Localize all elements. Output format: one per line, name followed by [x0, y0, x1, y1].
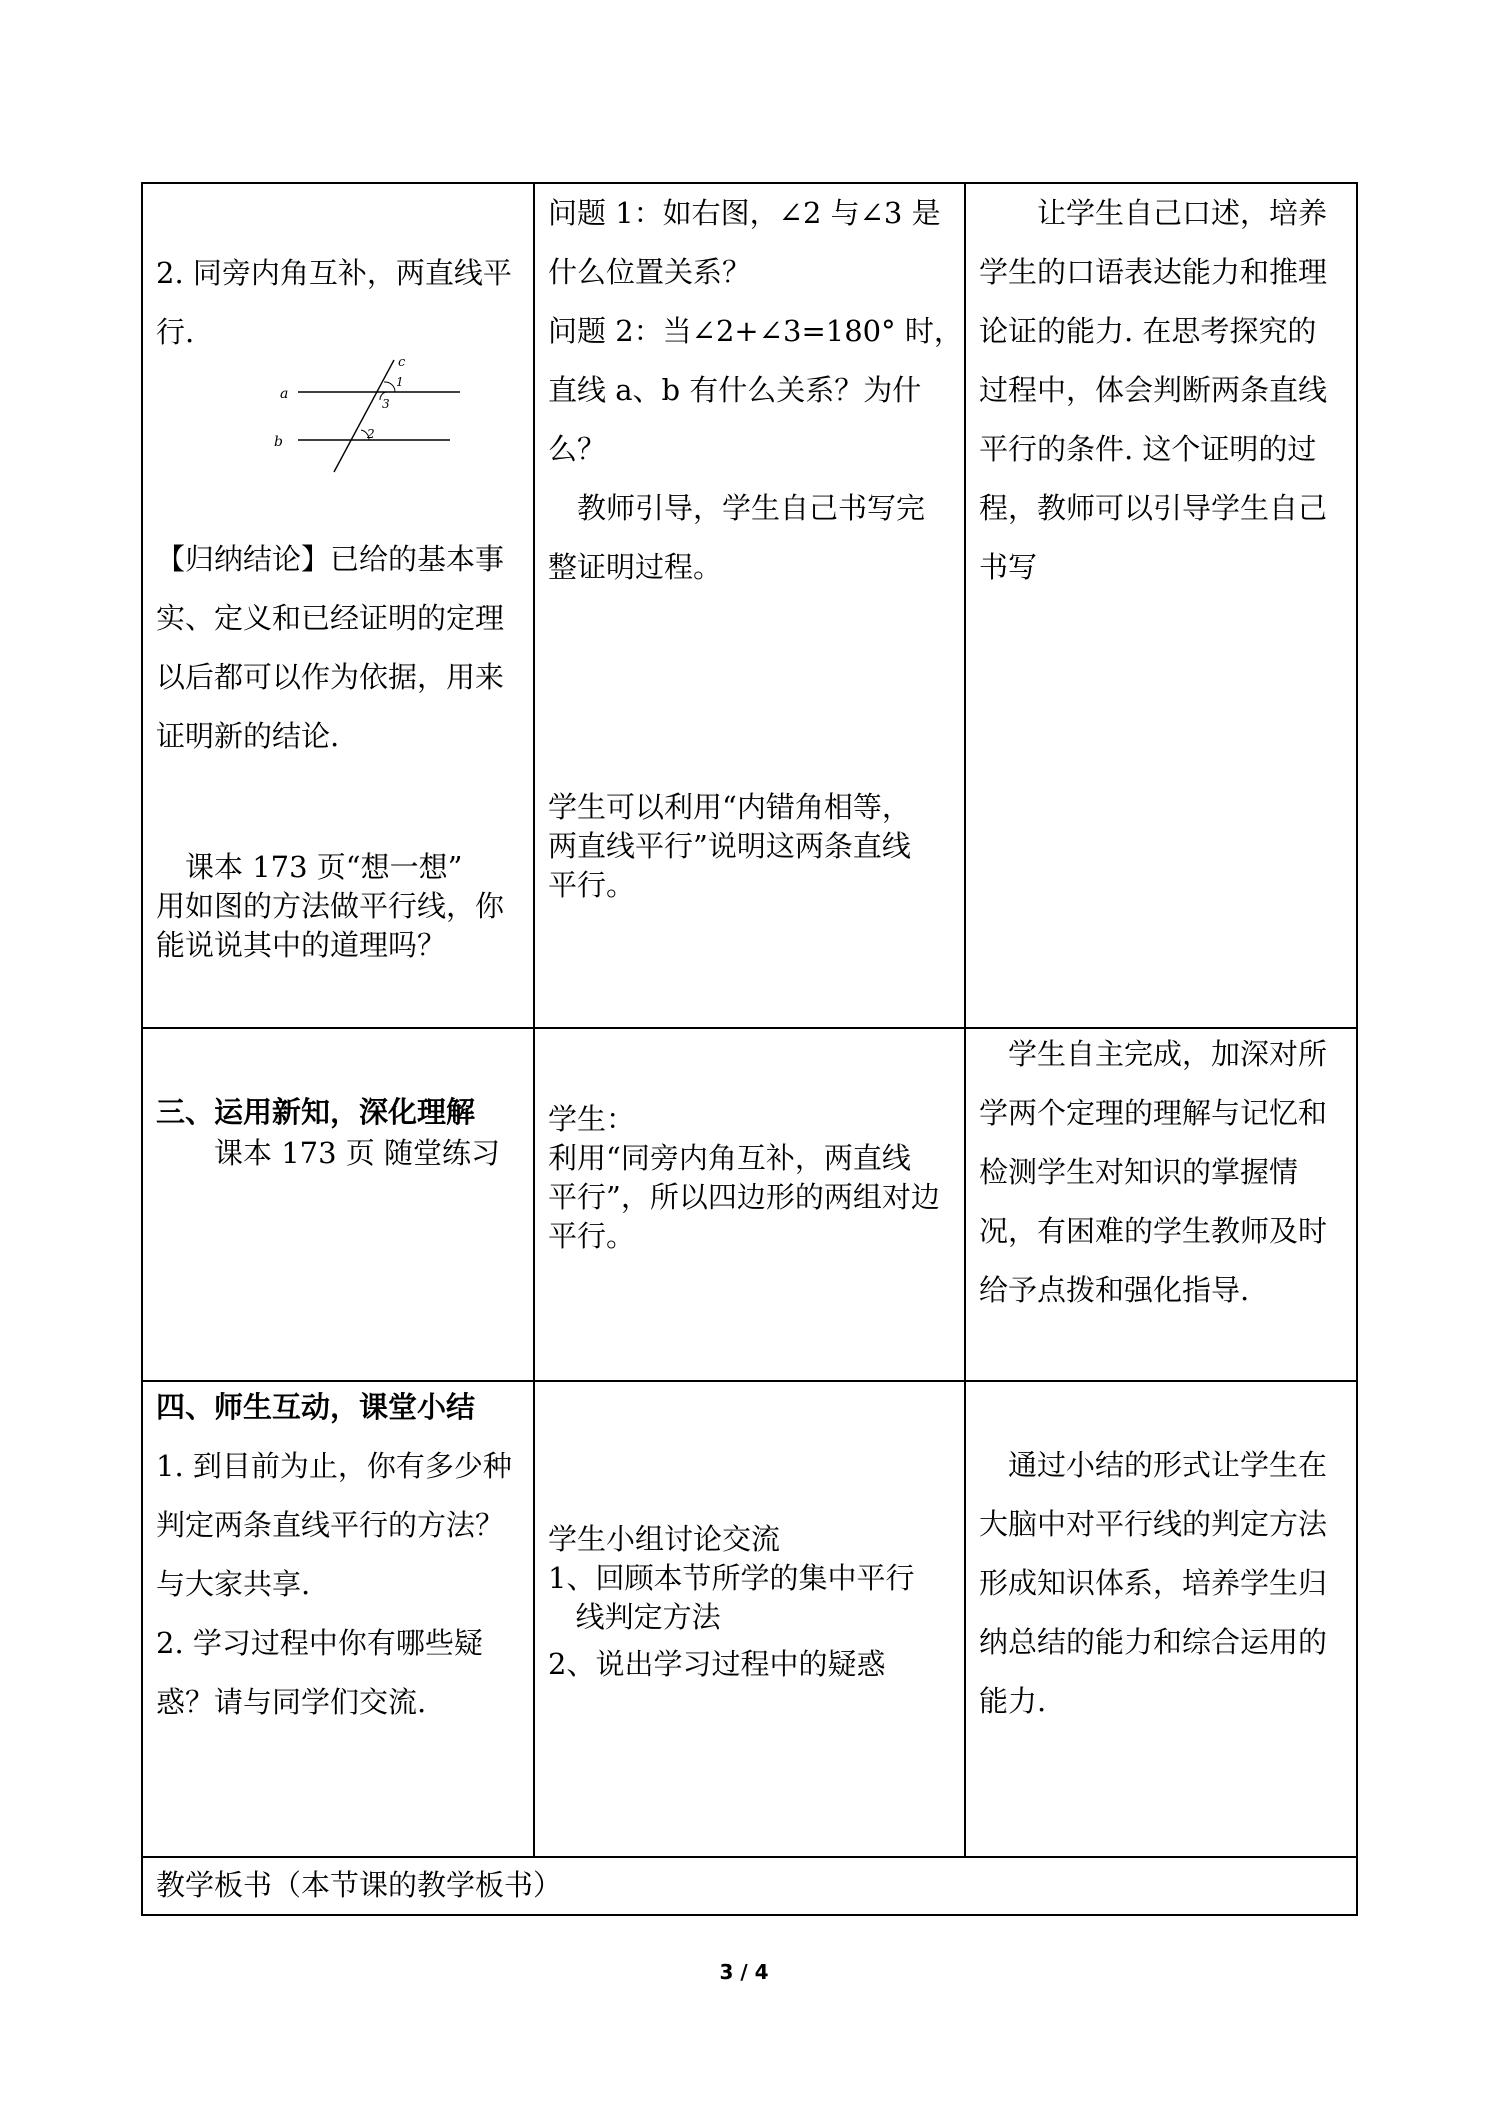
text-line: 检测学生对知识的掌握情 — [979, 1155, 1299, 1189]
label-a: a — [280, 386, 289, 402]
board-row-text — [156, 1856, 562, 1915]
text-line: 以后都可以作为依据，用来 — [156, 660, 505, 694]
text-line: 教学板书（本节课的教学板书） — [156, 1868, 563, 1902]
text-line: 问题 2：当∠2+∠3=180° 时， — [548, 314, 963, 348]
row2-col3-text — [979, 1025, 1327, 1320]
text-line: 2. 学习过程中你有哪些疑 — [156, 1626, 483, 1660]
text-line: 通过小结的形式让学生在 — [1008, 1448, 1328, 1482]
angle-arc-1 — [384, 382, 395, 392]
section-heading: 四、师生互动，课堂小结 — [156, 1390, 476, 1424]
text-line: 学生小组讨论交流 — [548, 1522, 781, 1556]
text-line: 让学生自己口述，培养 — [1037, 196, 1328, 230]
text-line: 平行。 — [548, 868, 636, 902]
table-border-left — [141, 182, 143, 1916]
text-line: 证明新的结论. — [156, 719, 340, 753]
text-line: 教师引导，学生自己书写完 — [577, 491, 926, 525]
line-c — [334, 360, 394, 472]
text-line: 实、定义和已经证明的定理 — [156, 601, 505, 635]
row2-col2-text — [548, 1100, 940, 1256]
row1-col1-extra — [156, 848, 504, 965]
section-heading: 三、运用新知，深化理解 — [156, 1095, 476, 1129]
text-line: 过程中，体会判断两条直线 — [979, 373, 1328, 407]
text-line: 书写 — [979, 550, 1038, 584]
text-line: 论证的能力. 在思考探究的 — [979, 314, 1317, 348]
text-line: 学生： — [548, 1102, 636, 1136]
text-line: 学生可以利用“内错角相等， — [548, 790, 911, 824]
text-line: 学生的口语表达能力和推理 — [979, 255, 1328, 289]
text-line: 直线 a、b 有什么关系？为什 — [548, 373, 922, 407]
text-line: 么？ — [548, 432, 607, 466]
text-line: 惑？请与同学们交流. — [156, 1685, 427, 1719]
text-line: 程，教师可以引导学生自己 — [979, 491, 1328, 525]
text-line: 1. 到目前为止，你有多少种 — [156, 1449, 512, 1483]
column-divider-2 — [964, 182, 966, 1857]
text-line: 学两个定理的理解与记忆和 — [979, 1096, 1328, 1130]
text-line: 学生自主完成，加深对所 — [1008, 1037, 1328, 1071]
text-line: 用如图的方法做平行线，你 — [156, 889, 505, 923]
page-number: 3 / 4 — [719, 1960, 769, 1984]
text-line: 什么位置关系？ — [548, 255, 752, 289]
label-c: c — [398, 356, 406, 370]
row2-col1-text — [156, 1083, 500, 1183]
text-line: 给予点拨和强化指导. — [979, 1273, 1250, 1307]
label-2: 2 — [367, 427, 375, 441]
text-line: 1、回顾本节所学的集中平行 — [548, 1561, 915, 1595]
text-line: 利用“同旁内角互补，两直线 — [548, 1141, 911, 1175]
row1-col1-conclusion — [156, 530, 504, 766]
row3-col3-text — [979, 1436, 1327, 1731]
text-line: 线判定方法 — [548, 1600, 721, 1634]
text-line: 况，有困难的学生教师及时 — [979, 1214, 1328, 1248]
text-line: 整证明过程。 — [548, 550, 723, 584]
text-line: 与大家共享. — [156, 1567, 311, 1601]
text-line: 判定两条直线平行的方法？ — [156, 1508, 505, 1542]
text-line: 【归纳结论】已给的基本事 — [156, 542, 505, 576]
label-1: 1 — [396, 375, 404, 389]
text-line: 两直线平行”说明这两条直线 — [548, 829, 911, 863]
text-line: 问题 1：如右图，∠2 与∠3 是 — [548, 196, 941, 230]
column-divider-1 — [533, 182, 535, 1857]
row3-col1-text — [156, 1378, 512, 1732]
text-line: 2. 同旁内角互补，两直线平 — [156, 256, 512, 290]
row1-col2-extra — [548, 788, 911, 905]
text-line: 能说说其中的道理吗？ — [156, 928, 447, 962]
text-line: 形成知识体系，培养学生归 — [979, 1566, 1328, 1600]
table-border-right — [1356, 182, 1358, 1916]
text-line: 大脑中对平行线的判定方法 — [979, 1507, 1328, 1541]
label-b: b — [274, 434, 283, 450]
text-line: 2、说出学习过程中的疑惑 — [548, 1647, 886, 1681]
text-line: 行. — [156, 315, 195, 349]
text-line: 平行的条件. 这个证明的过 — [979, 432, 1317, 466]
row3-col2-text — [548, 1520, 914, 1684]
text-line: 平行”，所以四边形的两组对边 — [548, 1180, 940, 1214]
row1-col3-text — [979, 184, 1327, 597]
text-line: 能力. — [979, 1684, 1047, 1718]
text-line: 课本 173 页“想一想” — [185, 850, 463, 884]
row1-col2-text — [548, 184, 963, 597]
parallel-lines-figure — [270, 356, 470, 476]
row1-col1-text — [156, 244, 512, 362]
text-line: 平行。 — [548, 1219, 636, 1253]
label-3: 3 — [382, 397, 390, 411]
text-line: 纳总结的能力和综合运用的 — [979, 1625, 1328, 1659]
text-line: 课本 173 页 随堂练习 — [214, 1136, 501, 1170]
